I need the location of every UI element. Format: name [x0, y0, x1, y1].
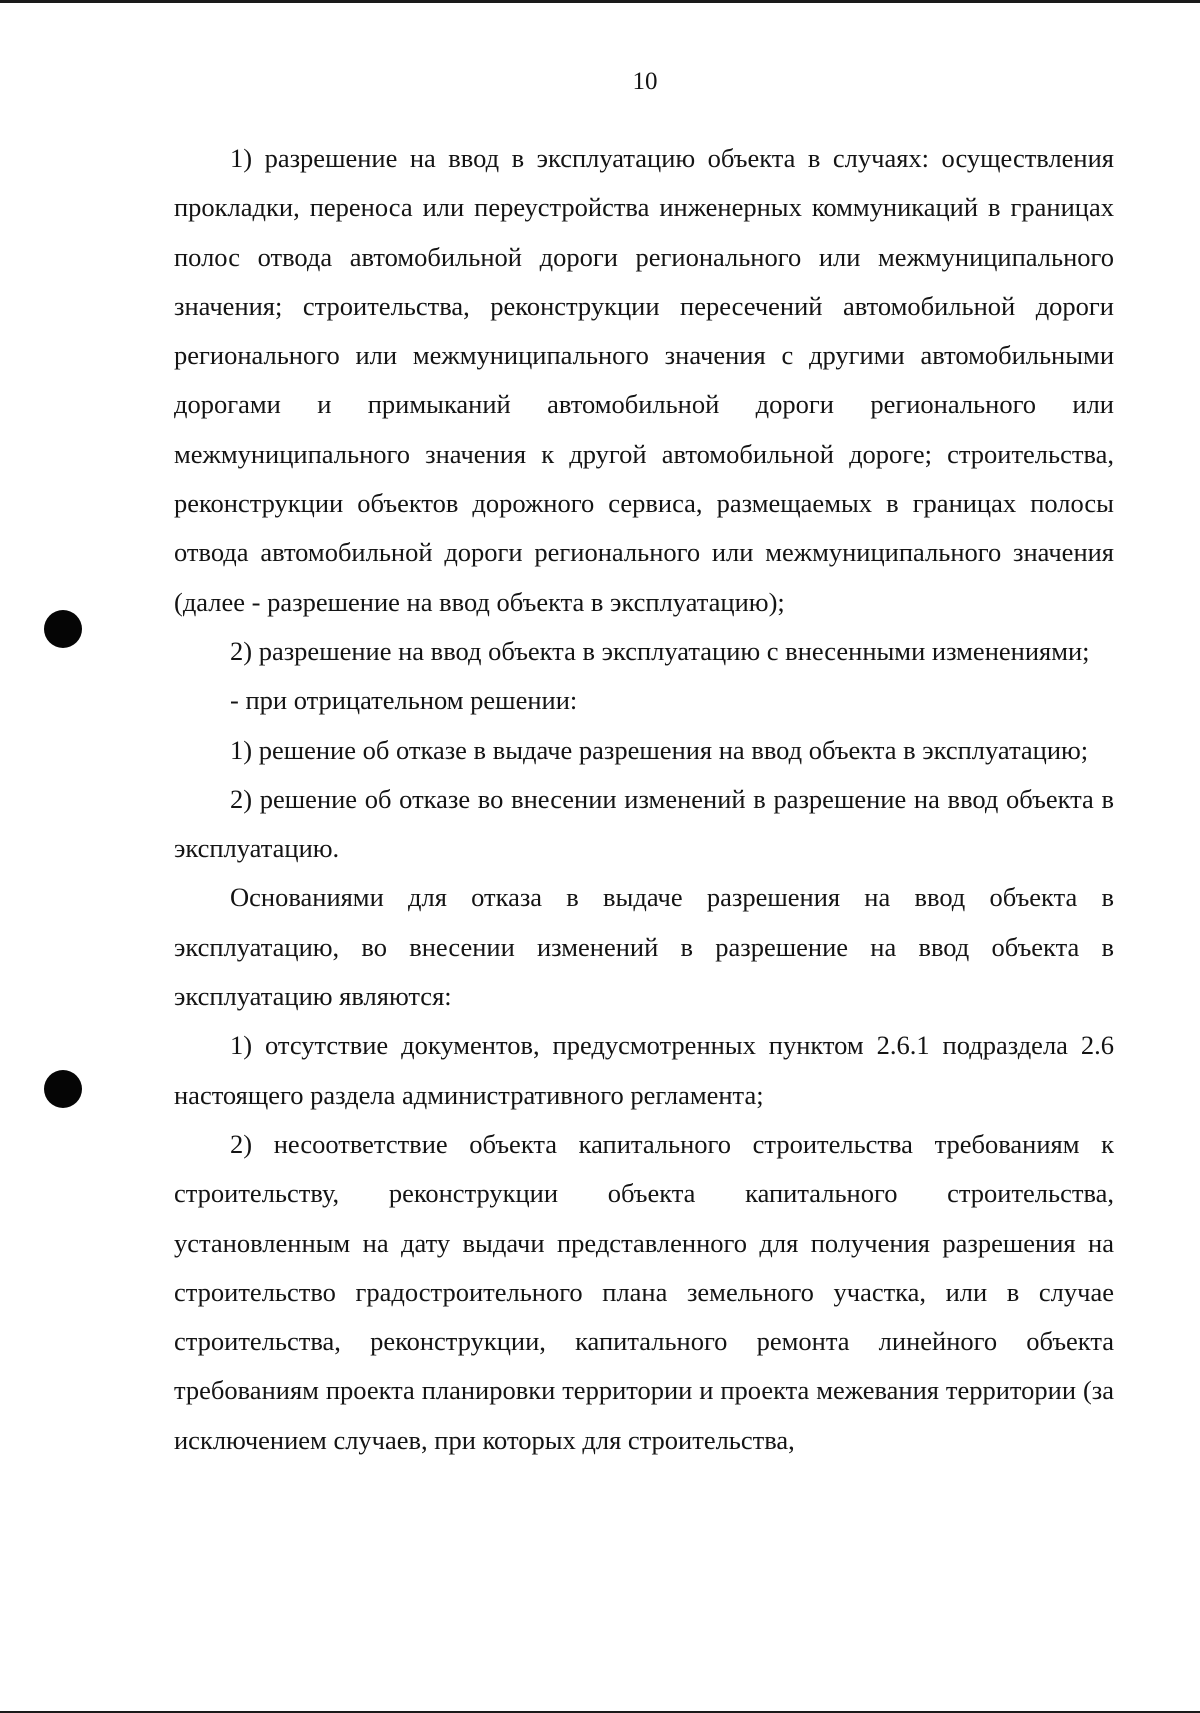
paragraph-refusal-changes: 2) решение об отказе во внесении изменений в разрешение на ввод объекта в эксплуатацию.: [174, 783, 1114, 864]
punch-hole-upper: [44, 610, 82, 648]
punch-hole-lower: [44, 1070, 82, 1108]
paragraph-permit-types: 1) разрешение на ввод в эксплуатацию объекта в случаях: осуществления прокладки, переноса или переустройства инженерных коммуникаций в границах полос отвода автомобильной дороги регионального или межмуниципального значения; строительства, реконструкции пересечений автомобильной дороги регионального или межмуниципального значения с другими автомобильными дорогами и примыканий автомобильной дороги регионального или межмуниципального значения к другой автомобильной дороге; строительства, реконструкции объектов дорожного сервиса, размещаемых в границах полосы отвода автомобильной дороги регионального или межмуниципального значения (далее - разрешение на ввод объекта в эксплуатацию);: [174, 143, 1114, 617]
paragraph-refusal-issue: 1) решение об отказе в выдаче разрешения на ввод объекта в эксплуатацию;: [230, 734, 1089, 765]
paragraph-refusal-grounds: Основаниями для отказа в выдаче разрешения на ввод объекта в эксплуатацию, во внесении изменений в разрешение на ввод объекта в эксплуатацию являются:: [174, 882, 1114, 1012]
paragraph-ground-noncompliance: 2) несоответствие объекта капитального строительства требованиям к строительству, реконструкции объекта капитального строительства, установленным на дату выдачи представленного для получения разрешения на строительство градостроительного плана земельного участка, или в случае строительства, реконструкции, капитального ремонта линейного объекта требованиям проекта планировки территории и проекта межевания территории (за исключением случаев, при которых для строительства,: [174, 1128, 1114, 1455]
top-scan-border: [0, 0, 1200, 3]
paragraph-permit-with-changes: 2) разрешение на ввод объекта в эксплуатацию с внесенными изменениями;: [230, 635, 1090, 666]
document-body: [174, 134, 1114, 1465]
paragraph-ground-missing-documents: 1) отсутствие документов, предусмотренных пунктом 2.6.1 подраздела 2.6 настоящего раздела административного регламента;: [174, 1030, 1114, 1110]
page-number: 10: [632, 68, 658, 95]
paragraph-negative-decision-heading: - при отрицательном решении:: [230, 685, 578, 716]
